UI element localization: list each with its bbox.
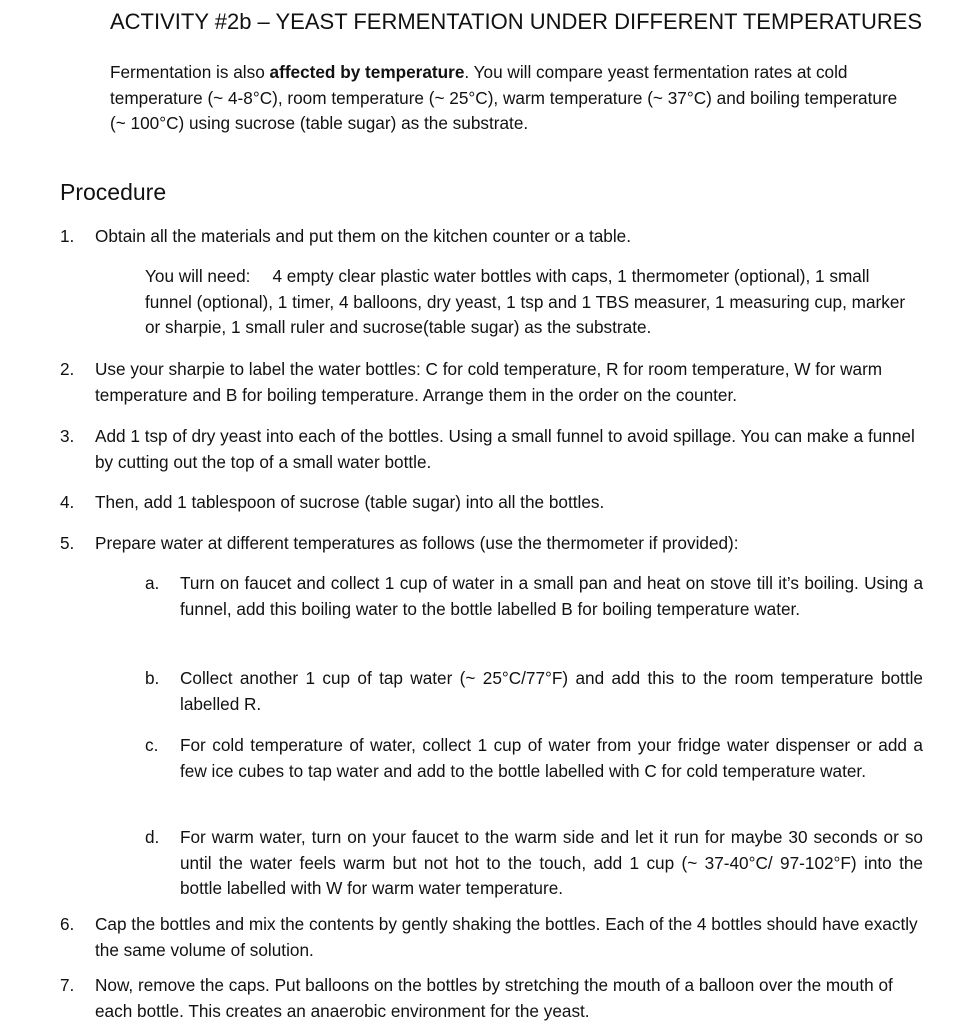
substep-letter: c. bbox=[145, 735, 159, 755]
substep-text: Turn on faucet and collect 1 cup of water in a small pan and heat on stove till it’s boiling. Using a funnel, add this boiling water to the bottle labelled B for boiling temperature water. bbox=[180, 573, 923, 619]
materials-list bbox=[145, 264, 915, 341]
step-number: 6. bbox=[60, 914, 75, 934]
materials-text: 4 empty clear plastic water bottles with caps, 1 thermometer (optional), 1 small funnel (optional), 1 timer, 4 balloons, dry yeast, 1 tsp and 1 TBS measurer, 1 measuring cup, marker or sharpie, 1 small ruler and sucrose(table sugar) as the substrate. bbox=[145, 266, 906, 337]
step-5 bbox=[60, 531, 925, 557]
substep-letter: d. bbox=[145, 827, 160, 847]
step-number: 3. bbox=[60, 426, 75, 446]
step-text: Then, add 1 tablespoon of sucrose (table sugar) into all the bottles. bbox=[95, 492, 605, 512]
step-number: 2. bbox=[60, 359, 75, 379]
step-number: 1. bbox=[60, 226, 75, 246]
step-text: Use your sharpie to label the water bottles: C for cold temperature, R for room temperature, W for warm temperature and B for boiling temperature. Arrange them in the order on the counter. bbox=[95, 359, 883, 405]
step-4 bbox=[60, 490, 925, 516]
substep-b bbox=[145, 666, 923, 717]
substep-letter: a. bbox=[145, 573, 160, 593]
materials-label: You will need: bbox=[145, 266, 251, 286]
step-3 bbox=[60, 424, 925, 475]
step-text: Prepare water at different temperatures as follows (use the thermometer if provided): bbox=[95, 533, 739, 553]
substep-text: Collect another 1 cup of tap water (~ 25°C/77°F) and add this to the room temperature bottle labelled R. bbox=[180, 668, 923, 714]
substep-text: For warm water, turn on your faucet to the warm side and let it run for maybe 30 seconds or so until the water feels warm but not hot to the touch, add 1 cup (~ 37-40°C/ 97-102°F) into the bottle labelled with W for warm water temperature. bbox=[180, 827, 923, 898]
step-text: Add 1 tsp of dry yeast into each of the bottles. Using a small funnel to avoid spillage. You can make a funnel by cutting out the top of a small water bottle. bbox=[95, 426, 915, 472]
substep-d bbox=[145, 825, 923, 902]
step-text: Cap the bottles and mix the contents by gently shaking the bottles. Each of the 4 bottles should have exactly the same volume of solution. bbox=[95, 914, 918, 960]
step-6 bbox=[60, 912, 925, 963]
intro-paragraph bbox=[110, 60, 910, 137]
step-7 bbox=[60, 973, 925, 1024]
intro-text: Fermentation is also bbox=[110, 62, 270, 82]
substep-a bbox=[145, 571, 923, 622]
intro-text-cont: . You will compare yeast fermentation rates at cold temperature (~ 4-8°C), room temperature (~ 25°C), warm temperature (~ 37°C) and boiling temperature (~ 100°C) using sucrose (table sugar) as the substrate. bbox=[110, 62, 898, 133]
step-text: Now, remove the caps. Put balloons on the bottles by stretching the mouth of a balloon over the mouth of each bottle. This creates an anaerobic environment for the yeast. bbox=[95, 975, 893, 1021]
intro-emphasis: affected by temperature bbox=[269, 62, 465, 82]
step-number: 4. bbox=[60, 492, 75, 512]
procedure-heading: Procedure bbox=[60, 179, 167, 205]
step-text: Obtain all the materials and put them on the kitchen counter or a table. bbox=[95, 226, 631, 246]
step-2 bbox=[60, 357, 925, 408]
substep-c bbox=[145, 733, 923, 784]
step-1 bbox=[60, 224, 925, 250]
step-number: 7. bbox=[60, 975, 75, 995]
substep-text: For cold temperature of water, collect 1 cup of water from your fridge water dispenser or add a few ice cubes to tap water and add to the bottle labelled with C for cold temperature water. bbox=[180, 735, 923, 781]
substep-letter: b. bbox=[145, 668, 160, 688]
page-title: ACTIVITY #2b – YEAST FERMENTATION UNDER DIFFERENT TEMPERATURES bbox=[110, 9, 923, 34]
step-number: 5. bbox=[60, 533, 75, 553]
